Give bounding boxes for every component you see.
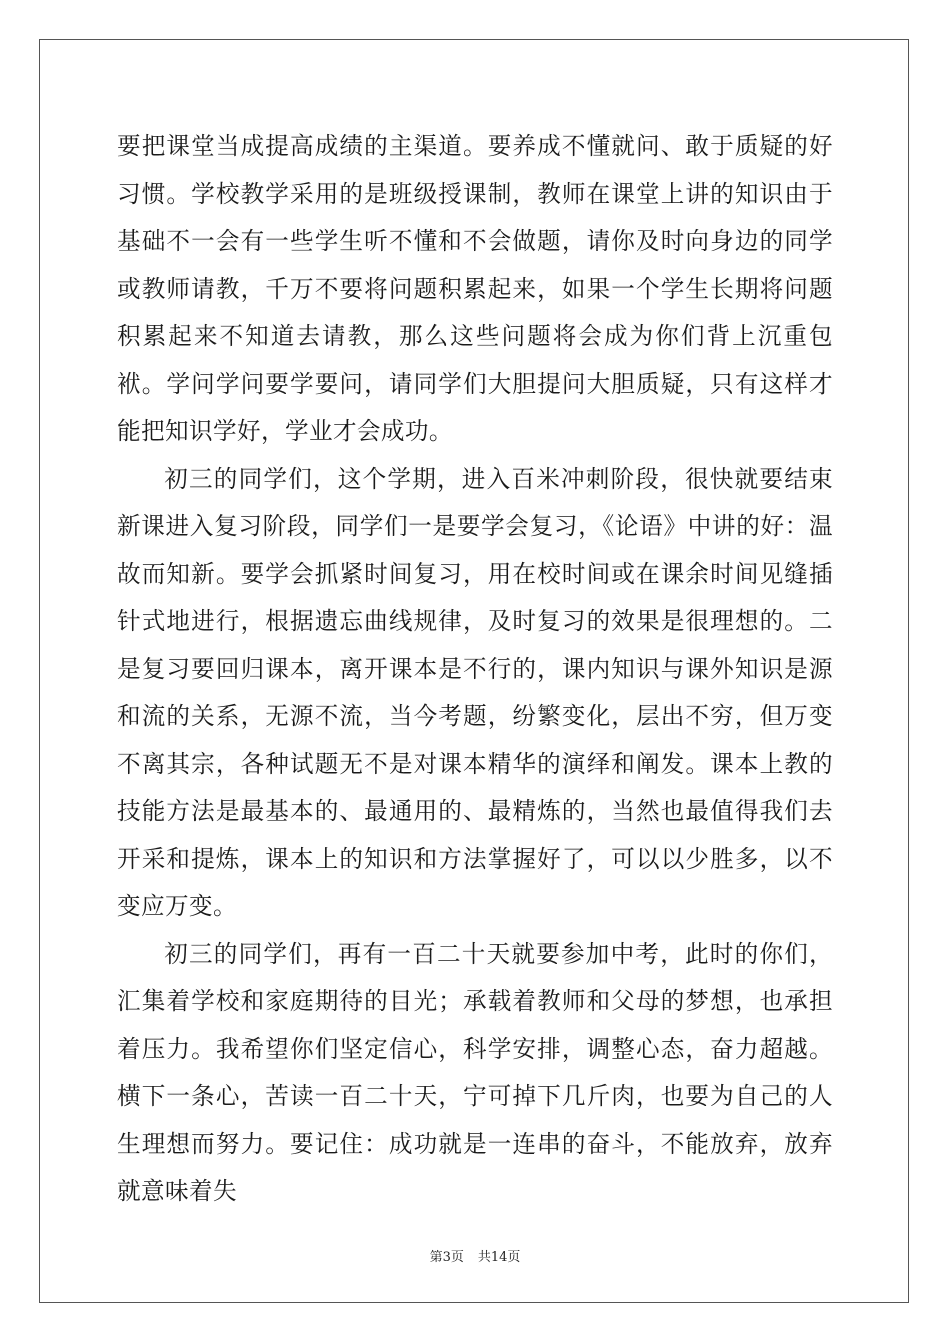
page-total: 共14页	[477, 1250, 521, 1265]
paragraph: 初三的同学们，这个学期，进入百米冲刺阶段，很快就要结束新课进入复习阶段，同学们一是要学会复习，《论语》中讲的好：温故而知新。要学会抓紧时间复习，用在校时间或在课余时间见缝插针式地进行，根据遗忘曲线规律，及时复习的效果是很理想的。二是复习要回归课本，离开课本是不行的，课内知识与课外知识是源和流的关系，无源不流，当今考题，纷繁变化，层出不穷，但万变不离其宗，各种试题无不是对课本精华的演绎和阐发。课本上教的技能方法是最基本的、最通用的、最精炼的，当然也最值得我们去开采和提炼，课本上的知识和方法掌握好了，可以以少胜多，以不变应万变。	[117, 464, 833, 920]
document-body	[117, 123, 833, 1216]
page-number: 第3页	[429, 1250, 464, 1265]
page-footer	[0, 1246, 950, 1265]
paragraph: 初三的同学们，再有一百二十天就要参加中考，此时的你们，汇集着学校和家庭期待的目光；承载着教师和父母的梦想，也承担着压力。我希望你们坚定信心，科学安排，调整心态，奋力超越。横下一条心，苦读一百二十天，宁可掉下几斤肉，也要为自己的人生理想而努力。要记住：成功就是一连串的奋斗，不能放弃，放弃就意味着失	[117, 939, 833, 1205]
paragraph: 要把课堂当成提高成绩的主渠道。要养成不懂就问、敢于质疑的好习惯。学校教学采用的是班级授课制，教师在课堂上讲的知识由于基础不一会有一些学生听不懂和不会做题，请你及时向身边的同学或教师请教，千万不要将问题积累起来，如果一个学生长期将问题积累起来不知道去请教，那么这些问题将会成为你们背上沉重包袱。学问学问要学要问，请同学们大胆提问大胆质疑，只有这样才能把知识学好，学业才会成功。	[117, 132, 833, 445]
